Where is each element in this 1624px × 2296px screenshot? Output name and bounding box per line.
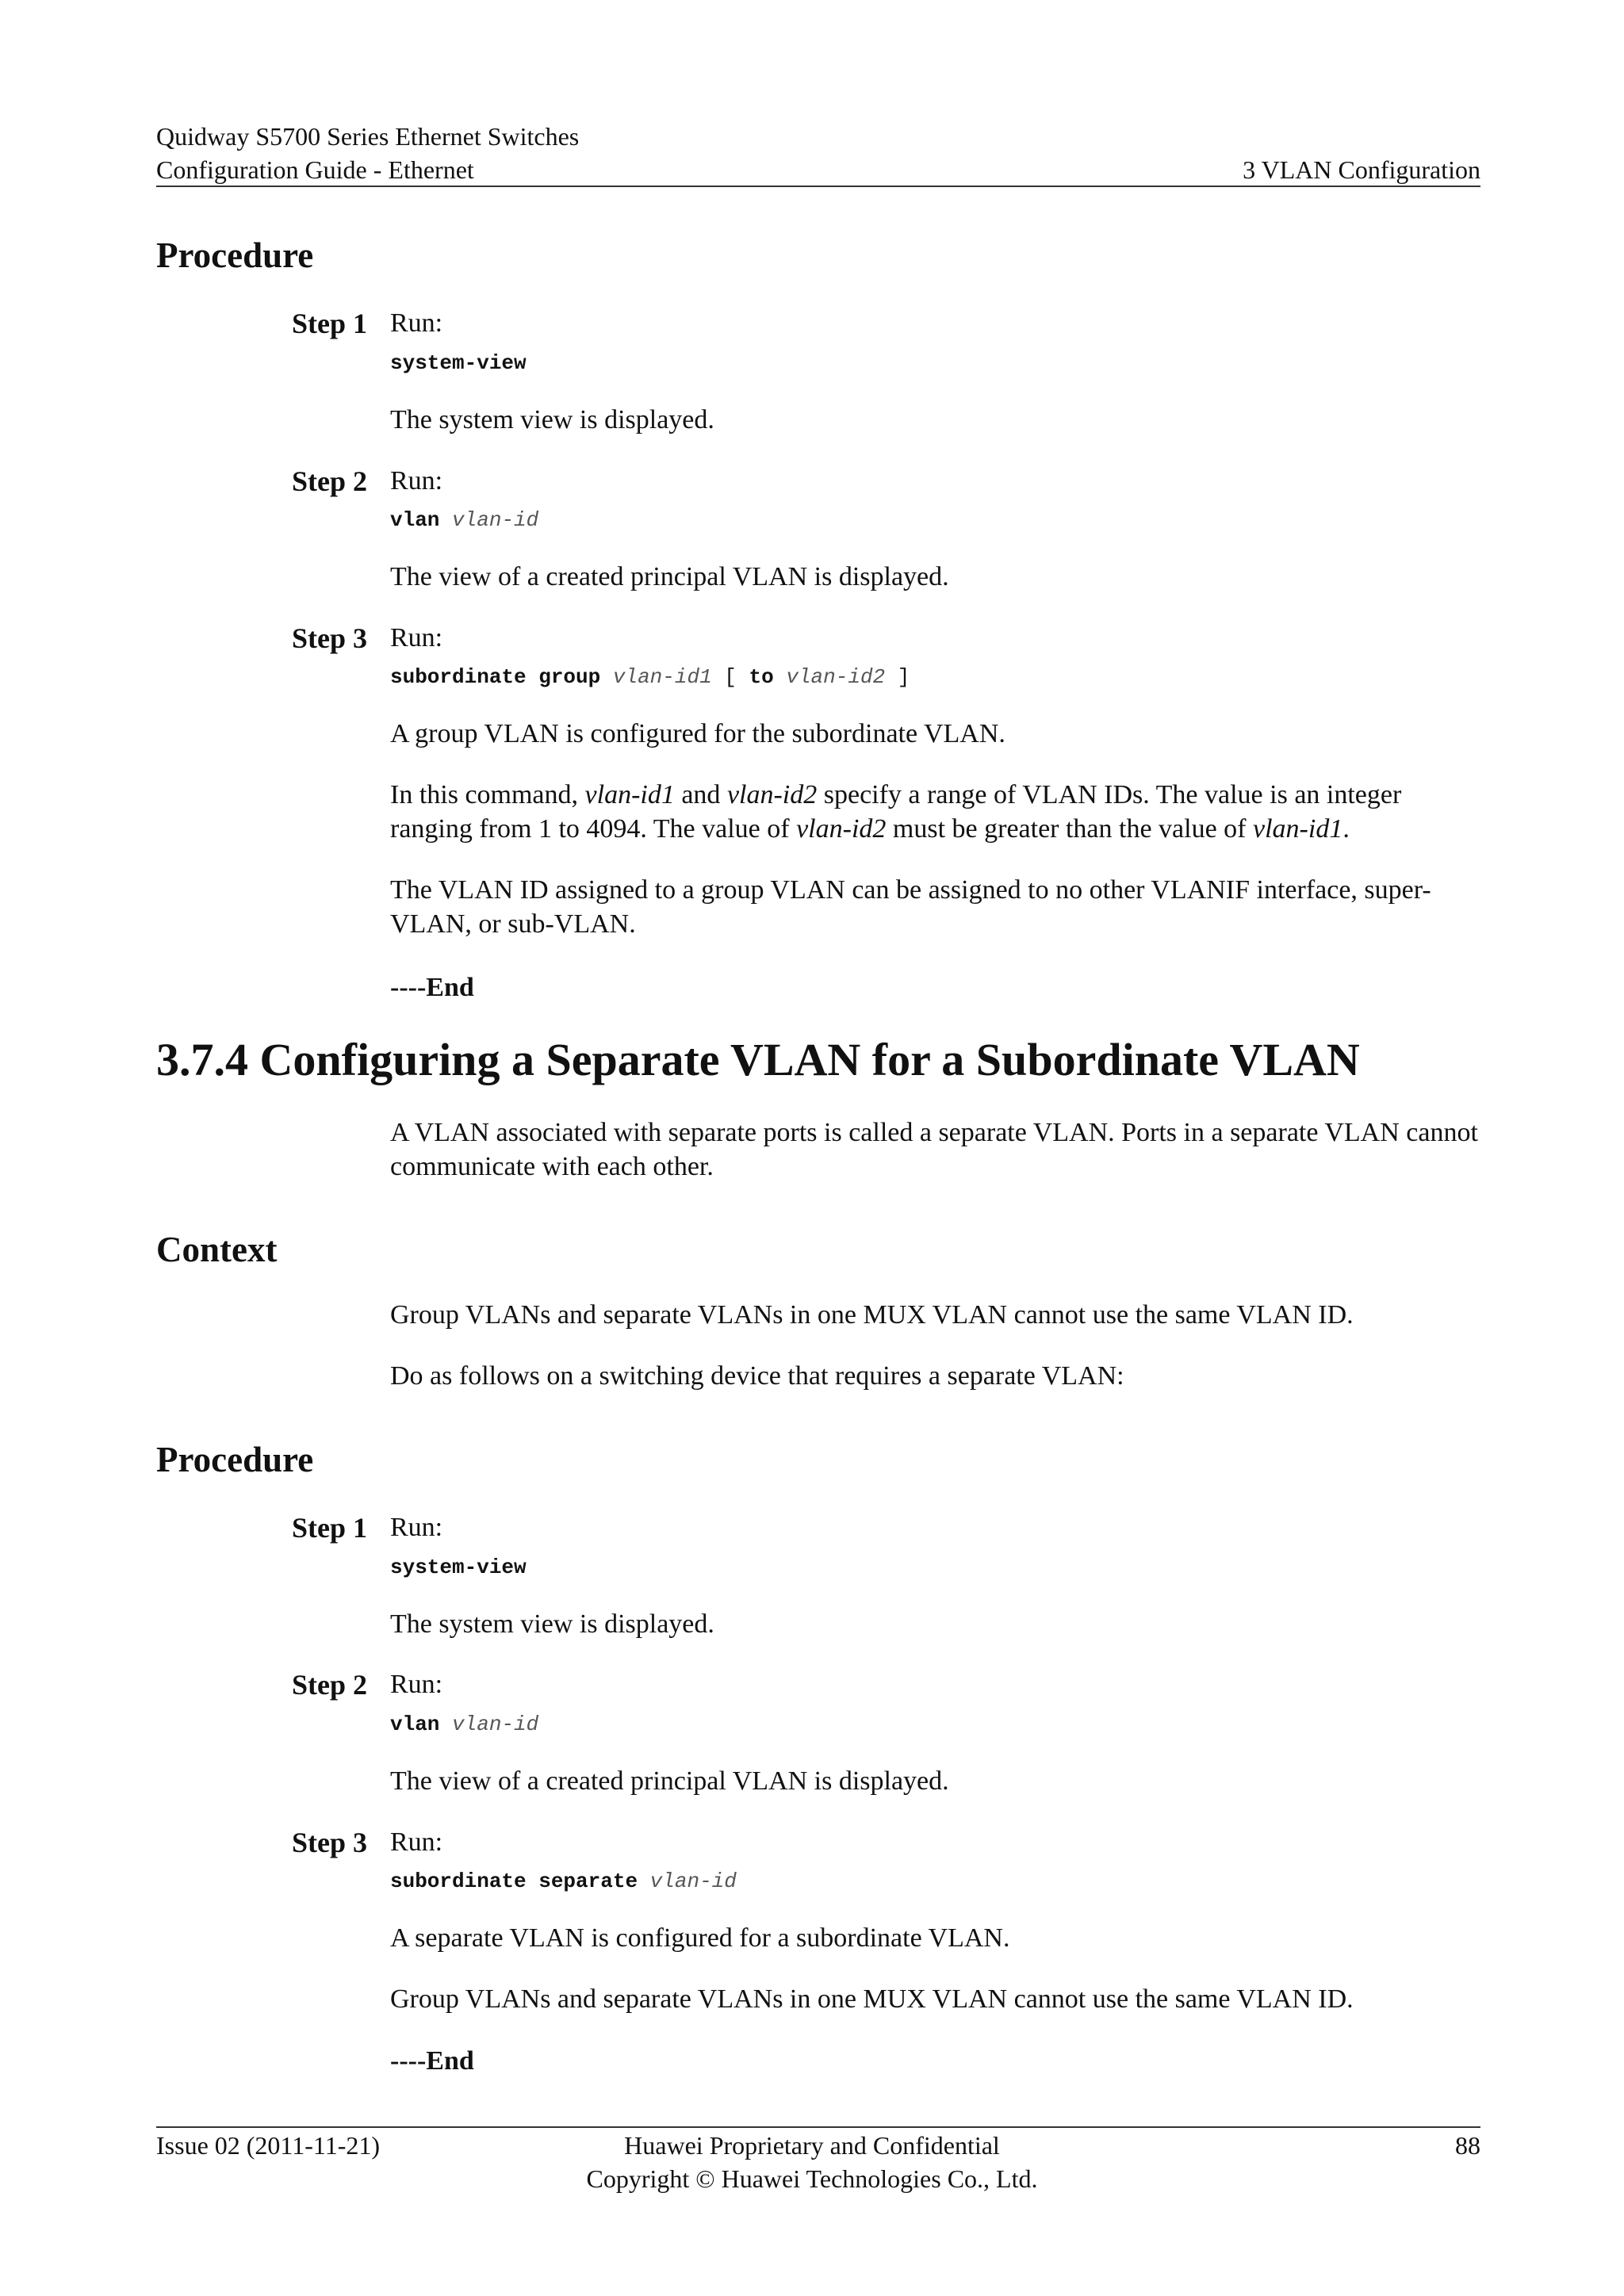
step-description: The system view is displayed. bbox=[390, 1609, 714, 1639]
command-keyword: subordinate group bbox=[390, 665, 601, 689]
command-keyword: vlan bbox=[390, 1712, 440, 1736]
header-rule bbox=[156, 186, 1480, 187]
command-keyword: subordinate separate bbox=[390, 1869, 638, 1893]
vlan-range-paragraph bbox=[390, 778, 1483, 846]
command-keyword: vlan bbox=[390, 508, 440, 532]
command-argument: vlan-id bbox=[452, 508, 539, 532]
command-argument: vlan-id1 bbox=[612, 665, 712, 689]
command-argument: vlan-id bbox=[649, 1869, 737, 1893]
param-name: vlan-id2 bbox=[796, 814, 887, 844]
header-product: Quidway S5700 Series Ethernet Switches bbox=[156, 122, 580, 151]
run-label: Run: bbox=[390, 1827, 443, 1857]
context-heading: Context bbox=[156, 1230, 278, 1269]
command-line bbox=[390, 1869, 737, 1894]
footer-issue: Issue 02 (2011-11-21) bbox=[156, 2131, 381, 2160]
optional-open-bracket: [ bbox=[724, 665, 737, 689]
run-label: Run: bbox=[390, 308, 443, 338]
header-chapter: 3 VLAN Configuration bbox=[1243, 155, 1480, 184]
step-label: Step 3 bbox=[291, 1827, 367, 1858]
param-name: vlan-id2 bbox=[726, 780, 818, 809]
command-keyword: to bbox=[749, 665, 774, 689]
step-label: Step 2 bbox=[291, 1669, 367, 1701]
context-paragraph: Group VLANs and separate VLANs in one MUX VLAN cannot use the same VLAN ID. bbox=[390, 1300, 1354, 1330]
footer-confidential: Huawei Proprietary and Confidential bbox=[624, 2131, 1000, 2160]
procedure-heading: Procedure bbox=[156, 235, 314, 275]
end-marker: ----End bbox=[390, 2046, 474, 2076]
text-run: . bbox=[1342, 814, 1350, 844]
header-guide: Configuration Guide - Ethernet bbox=[156, 155, 474, 184]
run-label: Run: bbox=[390, 623, 443, 652]
end-marker: ----End bbox=[390, 973, 474, 1002]
command-line bbox=[390, 1712, 538, 1737]
step-note: Group VLANs and separate VLANs in one MUX VLAN cannot use the same VLAN ID. bbox=[390, 1984, 1354, 2014]
command-keyword: system-view bbox=[390, 1556, 527, 1579]
text-run: must be greater than the value of bbox=[886, 814, 1254, 844]
footer-page-number: 88 bbox=[1455, 2131, 1480, 2160]
step-label: Step 2 bbox=[291, 465, 367, 497]
command-line bbox=[390, 664, 910, 690]
footer-copyright: Copyright © Huawei Technologies Co., Ltd. bbox=[586, 2164, 1038, 2193]
param-name: vlan-id1 bbox=[1253, 814, 1343, 844]
step-description: A group VLAN is configured for the subordinate VLAN. bbox=[390, 719, 1005, 748]
run-label: Run: bbox=[390, 1670, 443, 1699]
text-run: specify a range of VLAN IDs. The value is an integer ranging from 1 to 4094. The value of bbox=[390, 780, 1402, 844]
command-argument: vlan-id bbox=[452, 1712, 539, 1736]
step-description: The view of a created principal VLAN is displayed. bbox=[390, 1766, 949, 1796]
run-label: Run: bbox=[390, 466, 443, 496]
step-label: Step 3 bbox=[291, 622, 367, 654]
command-line bbox=[390, 1555, 527, 1580]
context-paragraph: Do as follows on a switching device that requires a separate VLAN: bbox=[390, 1361, 1124, 1391]
text-run: and bbox=[674, 780, 727, 809]
command-argument: vlan-id2 bbox=[786, 665, 886, 689]
command-keyword: system-view bbox=[390, 351, 527, 375]
text-run: In this command, bbox=[390, 780, 585, 809]
run-label: Run: bbox=[390, 1513, 443, 1542]
section-title: 3.7.4 Configuring a Separate VLAN for a Subordinate VLAN bbox=[156, 1034, 1360, 1085]
procedure-heading: Procedure bbox=[156, 1440, 314, 1479]
footer-rule bbox=[156, 2126, 1480, 2128]
group-vlan-note: The VLAN ID assigned to a group VLAN can be assigned to no other VLANIF interface, super-VLAN, or sub-VLAN. bbox=[390, 875, 1431, 939]
step-description: A separate VLAN is configured for a subordinate VLAN. bbox=[390, 1923, 1010, 1953]
step-description: The view of a created principal VLAN is displayed. bbox=[390, 562, 949, 591]
section-intro: A VLAN associated with separate ports is called a separate VLAN. Ports in a separate VLAN cannot communicate with each other. bbox=[390, 1118, 1478, 1181]
command-line bbox=[390, 507, 538, 533]
optional-close-bracket: ] bbox=[897, 665, 910, 689]
step-label: Step 1 bbox=[291, 1512, 367, 1544]
command-line bbox=[390, 350, 527, 376]
param-name: vlan-id1 bbox=[584, 780, 675, 809]
step-description: The system view is displayed. bbox=[390, 405, 714, 434]
step-label: Step 1 bbox=[291, 308, 367, 339]
